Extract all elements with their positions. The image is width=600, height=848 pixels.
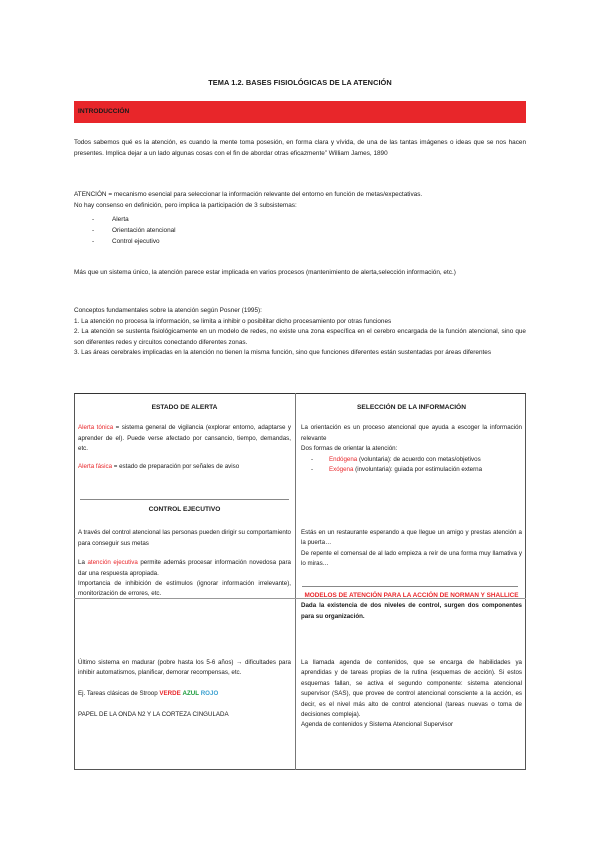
tonic-alert-term: Alerta tónica bbox=[78, 424, 114, 432]
stroop-word-verde: VERDE bbox=[159, 689, 181, 697]
selection-forms: Dos formas de orientar la atención: bbox=[301, 445, 398, 453]
models-cell bbox=[301, 591, 522, 622]
maturation-cell bbox=[78, 658, 291, 721]
concept-item-1: 1. La atención no procesa la información, se limita a inhibir o posibilitar dicho procesamiento por otras funciones bbox=[74, 317, 392, 325]
attention-definition bbox=[74, 190, 526, 211]
agenda-cell bbox=[301, 658, 522, 731]
phasic-alert-text: Alerta fásica = estado de preparación por señales de aviso bbox=[78, 462, 240, 470]
intro-section-bar bbox=[74, 101, 526, 123]
control-text-2: La atención ejecutiva permite además procesar información novedosa para dar una respuesta apropiada. bbox=[78, 559, 292, 577]
alert-heading: ESTADO DE ALERTA bbox=[151, 404, 218, 411]
definition-line-1: ATENCIÓN = mecanismo esencial para seleccionar la información relevante del entorno en función de metas/expectativas. bbox=[74, 191, 423, 198]
control-text-3: Importancia de inhibición de estímulos (ignorar información irrelevante), monitorización de errores, etc. bbox=[78, 580, 291, 598]
multi-process-paragraph: Más que un sistema único, la atención parece estar implicada en varios procesos (mantenimiento de alerta,selección información, etc.) bbox=[74, 269, 456, 276]
alert-separator bbox=[80, 499, 289, 500]
james-quote: Todos sabemos qué es la atención, es cuando la mente toma posesión, en forma clara y vívida, de una de las tantas imágenes o ideas que se nos hacen presentes. Implica dejar a un lado algunas cosas con el fin de abordar otras eficazmente” William James, 1890 bbox=[74, 139, 526, 157]
selection-text: La orientación es un proceso atencional que ayuda a escoger la información relevante bbox=[301, 424, 522, 442]
list-item: - Orientación atencional bbox=[92, 225, 176, 236]
stroop-word-azul: AZUL bbox=[182, 689, 199, 697]
list-item: - Alerta bbox=[92, 214, 176, 225]
restaurant-text-1: Estás en un restaurante esperando a que llegue un amigo y prestas atención a la puerta… bbox=[301, 529, 522, 547]
selection-cell bbox=[301, 403, 522, 475]
page-title: TEMA 1.2. BASES FISIOLÓGICAS DE LA ATENCIÓN bbox=[208, 78, 392, 87]
table-column-divider bbox=[295, 393, 296, 770]
posner-concepts bbox=[74, 306, 526, 359]
restaurant-text-2: De repente el comensal de al lado empieza a reír de una forma muy llamativa y lo miras… bbox=[301, 549, 522, 568]
selection-heading: SELECCIÓN DE LA INFORMACIÓN bbox=[357, 404, 466, 411]
control-text-1: A través del control atencional las personas pueden dirigir su comportamiento para conseguir sus metas bbox=[78, 529, 291, 547]
alert-cell bbox=[78, 403, 291, 472]
stroop-word-rojo: ROJO bbox=[200, 689, 219, 697]
control-heading: CONTROL EJECUTIVO bbox=[148, 506, 221, 513]
subsystems-list bbox=[92, 214, 176, 247]
exogenous-item: - Exógena (involuntaria): guiada por estimulación externa bbox=[301, 465, 522, 475]
executive-attention-term: atención ejecutiva bbox=[87, 559, 138, 567]
restaurant-example bbox=[301, 528, 522, 570]
concepts-heading: Conceptos fundamentales sobre la atención según Posner (1995): bbox=[74, 307, 262, 314]
agenda-footer: Agenda de contenidos y Sistema Atencional Supervisor bbox=[301, 721, 454, 729]
stroop-example: Ej. Tareas clásicas de Stroop VERDE AZUL ROJO bbox=[78, 689, 219, 697]
maturation-text: Último sistema en madurar (pobre hasta los 5-6 años) → dificultades para inhibir automatismos, planificar, demorar recompensas, etc. bbox=[78, 659, 291, 677]
concept-item-3: 3. Las áreas cerebrales implicadas en la atención no tienen la misma función, sino que funciones diferentes están sustentadas por áreas diferentes bbox=[74, 349, 492, 357]
definition-line-2: No hay consenso en definición, pero implica la participación de 3 subsistemas: bbox=[74, 201, 297, 209]
control-cell bbox=[78, 505, 291, 600]
models-text: Dada la existencia de dos niveles de control, surgen dos componentes para su organización. bbox=[301, 602, 522, 620]
phasic-alert-term: Alerta fásica bbox=[78, 462, 113, 470]
concept-item-2: 2. La atención se sustenta fisiológicamente en un modelo de redes, no existe una zona específica en el cerebro encargada de la función atencional, sino que son diferentes redes y circuitos conectando diferentes zonas. bbox=[74, 328, 526, 346]
endogenous-term: Endógena bbox=[329, 455, 358, 463]
list-item: - Control ejecutivo bbox=[92, 236, 176, 247]
n2-wave-text: PAPEL DE LA ONDA N2 Y LA CORTEZA CINGULADA bbox=[78, 711, 229, 719]
agenda-text: La llamada agenda de contenidos, que se encarga de habilidades ya aprendidas y de tareas propias de la rutina (esquemas de acción). Si estos esquemas fallan, se activa el segundo componente: sistema atencional supervisor (SAS), que provee de control atencional consciente a la acción, es decir, es el nivel más alto de control atencional (tareas nuevas o toma de decisiones compleja). bbox=[301, 659, 522, 719]
intro-heading: INTRODUCCIÓN bbox=[78, 108, 130, 115]
models-heading: MODELOS DE ATENCIÓN PARA LA ACCIÓN DE NORMAN Y SHALLICE bbox=[304, 592, 519, 599]
models-separator bbox=[302, 586, 518, 587]
exogenous-term: Exógena bbox=[329, 466, 354, 474]
tonic-alert-text: Alerta tónica = sistema general de vigilancia (explorar entorno, adaptarse y aprender de el). Puede verse afectado por cansancio, tiempo, demandas, etc. bbox=[78, 424, 291, 453]
endogenous-item: - Endógena (voluntaria): de acuerdo con metas/objetivos bbox=[301, 455, 522, 465]
